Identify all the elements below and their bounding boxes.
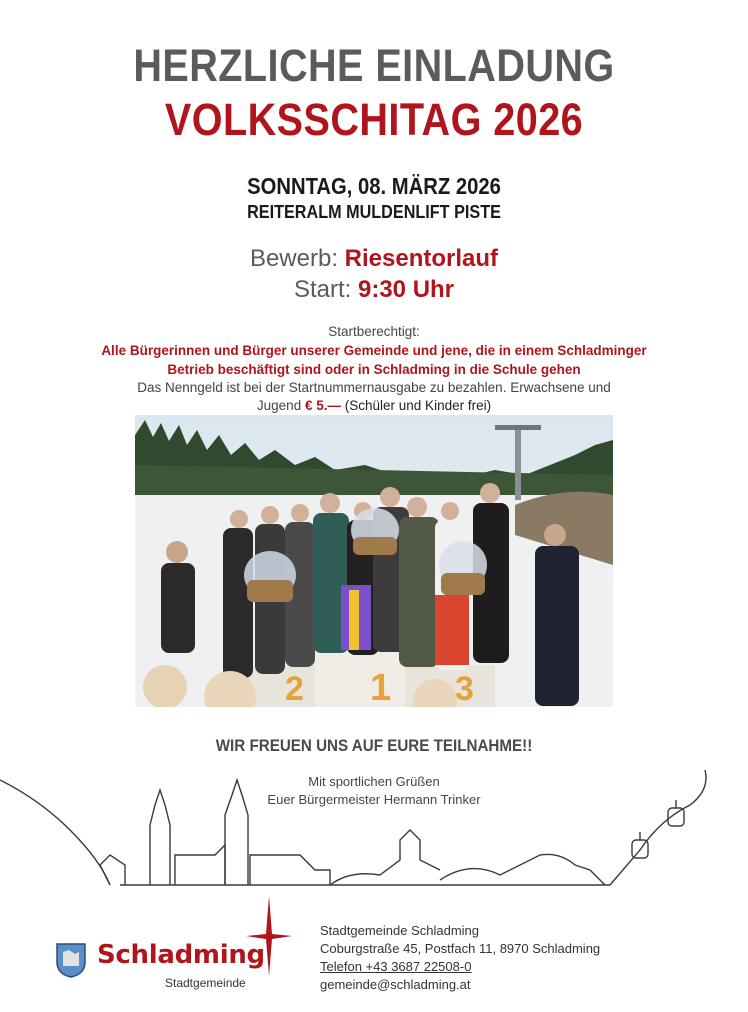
fee-prefix: Jugend bbox=[256, 398, 302, 413]
svg-text:3: 3 bbox=[455, 670, 474, 707]
closing-cheer: WIR FREUEN UNS AUF EURE TEILNAHME!! bbox=[215, 737, 533, 755]
podium-photo-illustration bbox=[135, 415, 613, 707]
svg-text:2: 2 bbox=[285, 670, 304, 707]
signature: Euer Bürgermeister Hermann Trinker bbox=[267, 792, 481, 807]
event-location: REITERALM MULDENLIFT PISTE bbox=[247, 202, 501, 222]
start-label: Start: bbox=[293, 276, 352, 303]
contact-org: Stadtgemeinde Schladming bbox=[320, 923, 479, 938]
competition-line bbox=[0, 245, 748, 273]
coat-of-arms-icon bbox=[55, 942, 87, 978]
competition-label: Bewerb: bbox=[249, 245, 338, 272]
contact-phone-link[interactable]: Telefon +43 3687 22508-0 bbox=[320, 959, 472, 974]
logo-wordmark: Schladming bbox=[97, 940, 265, 970]
eligibility-heading: Startberechtigt: bbox=[328, 324, 420, 339]
start-value: 9:30 Uhr bbox=[357, 276, 455, 303]
heading-invitation: HERZLICHE EINLADUNG bbox=[133, 40, 615, 91]
fee-line-1: Das Nenngeld ist bei der Startnummernausgabe zu bezahlen. Erwachsene und bbox=[137, 380, 611, 395]
contact-email[interactable]: gemeinde@schladming.at bbox=[320, 977, 471, 992]
town-skyline-drawing bbox=[0, 760, 748, 900]
logo-subtitle: Stadtgemeinde bbox=[165, 976, 246, 990]
fee-suffix: (Schüler und Kinder frei) bbox=[344, 398, 492, 413]
event-date: SONNTAG, 08. MÄRZ 2026 bbox=[247, 173, 501, 199]
eligibility-line-1: Alle Bürgerinnen und Bürger unserer Gemeinde und jene, die in einem Schladminger bbox=[101, 343, 647, 358]
start-line bbox=[0, 276, 748, 304]
event-photo bbox=[135, 415, 613, 707]
fee-line-2 bbox=[0, 396, 748, 415]
star-icon bbox=[244, 896, 294, 976]
competition-value: Riesentorlauf bbox=[344, 245, 499, 272]
contact-address: Coburgstraße 45, Postfach 11, 8970 Schladming bbox=[320, 941, 601, 956]
fee-amount: € 5.— bbox=[304, 398, 341, 413]
heading-event-title: VOLKSSCHITAG 2026 bbox=[164, 94, 584, 145]
eligibility-line-2: Betrieb beschäftigt sind oder in Schladming in die Schule gehen bbox=[167, 362, 581, 377]
greeting: Mit sportlichen Grüßen bbox=[308, 774, 440, 789]
svg-text:1: 1 bbox=[370, 667, 392, 707]
